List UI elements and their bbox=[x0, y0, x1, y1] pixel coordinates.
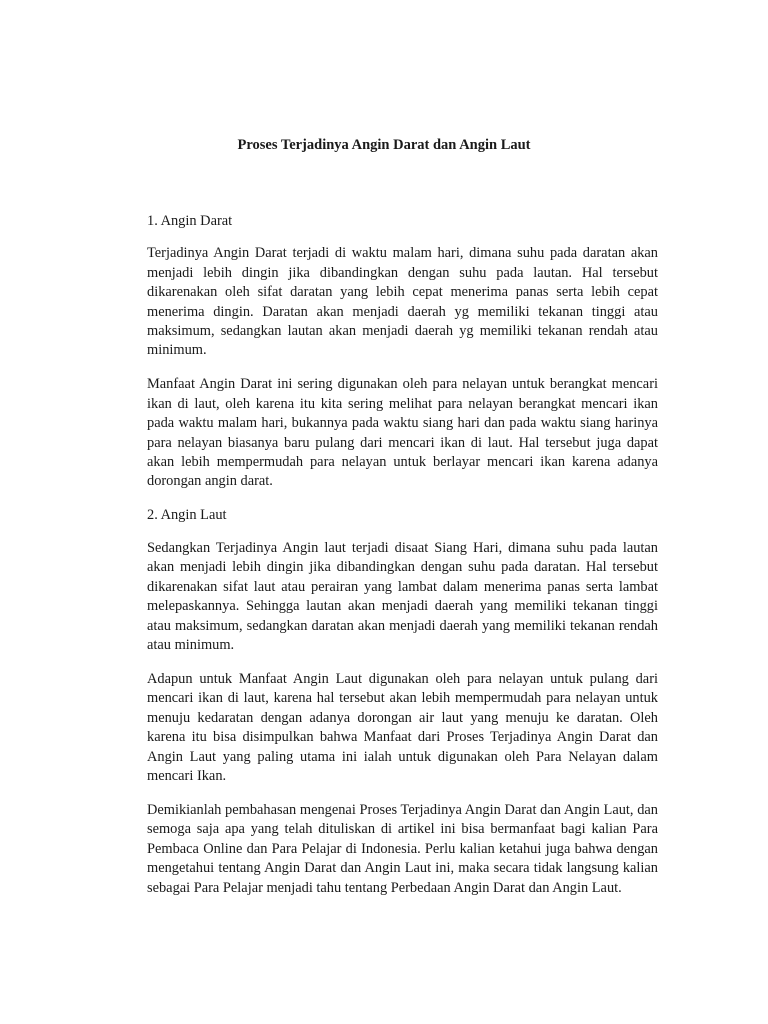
paragraph-angin-laut-definition: Sedangkan Terjadinya Angin laut terjadi disaat Siang Hari, dimana suhu pada lautan akan menjadi lebih dingin jika dibandingkan dengan suhu pada daratan. Hal tersebut dikarenakan sifat laut atau perairan yang lambat dalam menerima panas serta lambat melepaskannya. Sehingga lautan akan menjadi daerah yang memiliki tekanan tinggi atau maksimum, sedangkan daratan akan menjadi daerah yang memiliki tekanan rendah atau minimum. bbox=[147, 539, 658, 653]
section-heading-angin-darat: 1. Angin Darat bbox=[147, 213, 233, 229]
paragraph-conclusion: Demikianlah pembahasan mengenai Proses Terjadinya Angin Darat dan Angin Laut, dan semoga saja apa yang telah dituliskan di artikel ini bisa bermanfaat bagi kalian Para Pembaca Online dan Para Pelajar di Indonesia. Perlu kalian ketahui juga bahwa dengan mengetahui tentang Angin Darat dan Angin Laut ini, maka secara tidak langsung kalian sebagai Para Pelajar menjadi tahu tentang Perbedaan Angin Darat dan Angin Laut. bbox=[147, 801, 658, 896]
paragraph-angin-darat-definition: Terjadinya Angin Darat terjadi di waktu malam hari, dimana suhu pada daratan akan menjadi lebih dingin jika dibandingkan dengan suhu pada lautan. Hal tersebut dikarenakan oleh sifat daratan yang lebih cepat menerima panas serta lebih cepat menerima dingin. Daratan akan menjadi daerah yg memiliki tekanan tinggi atau maksimum, sedangkan lautan akan menjadi daerah yg memiliki tekanan rendah atau minimum. bbox=[147, 245, 658, 359]
paragraph-angin-laut-benefit: Adapun untuk Manfaat Angin Laut digunakan oleh para nelayan untuk pulang dari mencari ikan di laut, karena hal tersebut akan lebih mempermudah para nelayan untuk menuju kedaratan dengan adanya dorongan air laut yang menuju ke daratan. Oleh karena itu bisa disimpulkan bahwa Manfaat dari Proses Terjadinya Angin Darat dan Angin Laut yang paling utama ini ialah untuk digunakan oleh Para Nelayan dalam mencari Ikan. bbox=[147, 670, 658, 784]
document-body bbox=[147, 212, 658, 913]
section-heading-angin-laut: 2. Angin Laut bbox=[147, 507, 227, 524]
paragraph-angin-darat-benefit: Manfaat Angin Darat ini sering digunakan oleh para nelayan untuk berangkat mencari ikan di laut, oleh karena itu kita sering melihat para nelayan berangkat mencari ikan pada waktu malam hari, bukannya pada waktu siang hari dan pada waktu siang harinya para nelayan biasanya baru pulang dari mencari ikan di laut. Hal tersebut juga dapat akan lebih mempermudah para nelayan untuk berlayar mencari ikan karena adanya dorongan angin darat. bbox=[147, 376, 658, 490]
document-title: Proses Terjadinya Angin Darat dan Angin Laut bbox=[237, 137, 531, 153]
